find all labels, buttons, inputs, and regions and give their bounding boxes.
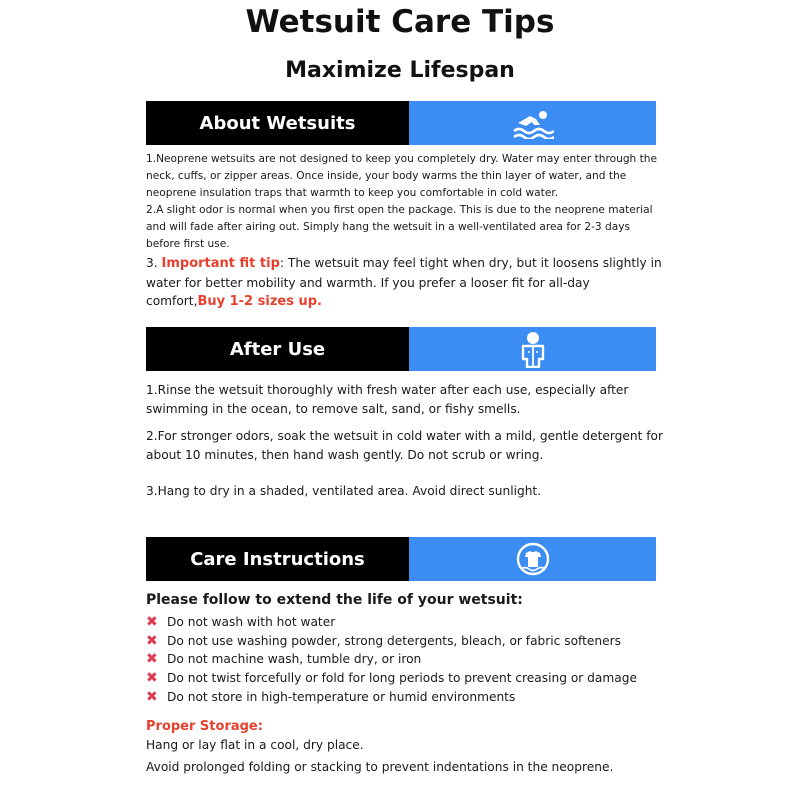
care-intro: Please follow to extend the life of your wetsuit: bbox=[146, 592, 523, 608]
care-body bbox=[146, 592, 666, 777]
x-icon: ✖ bbox=[146, 632, 158, 649]
swimmer-icon bbox=[512, 107, 554, 139]
after-p3: 3.Hang to dry in a shaded, ventilated area. Avoid direct sunlight. bbox=[146, 484, 542, 498]
wetsuit-person-icon bbox=[516, 330, 550, 368]
care-item-text: Do not use washing powder, strong detergents, bleach, or fabric softeners bbox=[167, 633, 621, 648]
about-p2: 2.A slight odor is normal when you first open the package. This is due to the neoprene material and will fade after airing out. Simply hang the wetsuit in a well-ventilated area for 2-3 days before first use. bbox=[146, 204, 653, 250]
list-item bbox=[146, 650, 666, 669]
about-p3-prefix: 3. bbox=[146, 256, 162, 270]
about-icon-box bbox=[409, 101, 656, 145]
after-p2: 2.For stronger odors, soak the wetsuit in cold water with a mild, gentle detergent for about 10 minutes, then hand wash gently. Do not scrub or wring. bbox=[146, 429, 664, 462]
storage-heading: Proper Storage: bbox=[146, 718, 263, 734]
page-title: Wetsuit Care Tips bbox=[245, 4, 555, 40]
care-list bbox=[146, 613, 666, 707]
list-item bbox=[146, 632, 666, 651]
about-body bbox=[146, 151, 666, 312]
page-subtitle: Maximize Lifespan bbox=[285, 58, 515, 83]
after-body bbox=[146, 381, 666, 501]
washing-shirt-icon bbox=[515, 541, 551, 577]
list-item bbox=[146, 669, 666, 688]
x-icon: ✖ bbox=[146, 670, 158, 687]
care-heading: Care Instructions bbox=[146, 537, 409, 581]
care-item-text: Do not store in high-temperature or humid environments bbox=[167, 689, 516, 704]
list-item bbox=[146, 688, 666, 707]
after-p1: 1.Rinse the wetsuit thoroughly with fresh water after each use, especially after swimming in the ocean, to remove salt, sand, or fishy smells. bbox=[146, 383, 629, 416]
care-header bbox=[146, 537, 656, 581]
about-p1: 1.Neoprene wetsuits are not designed to keep you completely dry. Water may enter through the neck, cuffs, or zipper areas. Once inside, your body warms the thin layer of water, and the neoprene insulation traps that warmth to keep you comfortable in cold water. bbox=[146, 153, 658, 199]
care-icon-box bbox=[409, 537, 656, 581]
buy-sizes-up: Buy 1-2 sizes up. bbox=[197, 294, 322, 309]
care-item-text: Do not wash with hot water bbox=[167, 615, 336, 629]
storage-line-2: Avoid prolonged folding or stacking to prevent indentations in the neoprene. bbox=[146, 760, 614, 775]
after-header bbox=[146, 327, 656, 371]
x-icon: ✖ bbox=[146, 688, 158, 705]
care-item-text: Do not machine wash, tumble dry, or iron bbox=[167, 652, 422, 667]
important-fit-tip: Important fit tip bbox=[161, 256, 280, 271]
list-item bbox=[146, 613, 666, 632]
about-header bbox=[146, 101, 656, 145]
about-p3-middle: : The wetsuit may feel tight when dry, but it loosens slightly in water for better mobility and warmth. If you prefer a looser fit for all-day comfort, bbox=[146, 256, 662, 308]
storage-line-1: Hang or lay flat in a cool, dry place. bbox=[146, 737, 364, 752]
after-heading: After Use bbox=[146, 327, 409, 371]
x-icon: ✖ bbox=[146, 651, 158, 668]
x-icon: ✖ bbox=[146, 614, 158, 630]
about-heading: About Wetsuits bbox=[146, 101, 409, 145]
care-item-text: Do not twist forcefully or fold for long periods to prevent creasing or damage bbox=[167, 671, 637, 686]
about-p3 bbox=[146, 254, 666, 312]
after-icon-box bbox=[409, 327, 656, 371]
